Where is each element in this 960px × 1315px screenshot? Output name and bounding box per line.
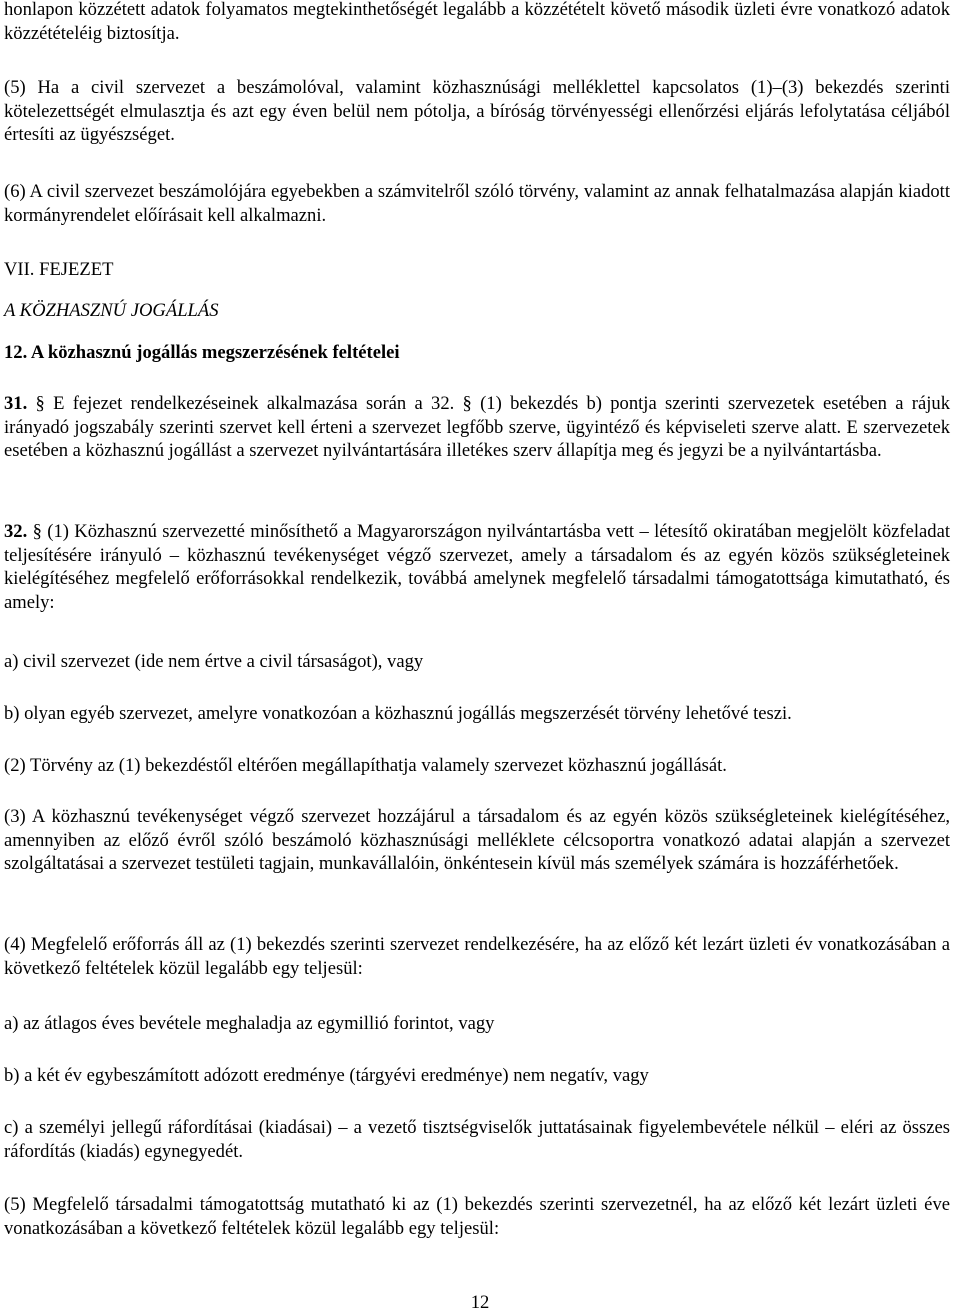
- section-32-paragraph-1: [4, 520, 950, 614]
- section-31-text: § E fejezet rendelkezéseinek alkalmazása során a 32. § (1) bekezdés b) pontja szerinti szervezetek esetében a rájuk irányadó jogszabály szerinti szervet kell érteni a szervezet legfőbb szerve, ügyintéző és képviseleti szerve alatt. E szervezetek esetében a közhasznú jogállást a szervezet nyilvántartására illetékes szerv állapítja meg és jegyzi be a nyilvántartásba.: [4, 393, 950, 462]
- chapter-label: VII. FEJEZET: [4, 259, 114, 280]
- chapter-title: A KÖZHASZNÚ JOGÁLLÁS: [4, 300, 219, 321]
- section-32-paragraph-4-point-c: c) a személyi jellegű ráfordításai (kiadásai) – a vezető tisztségviselők juttatásainak figyelembevétele nélkül – eléri az összes ráfordítás (kiadás) egynegyedét.: [4, 1117, 950, 1162]
- page-number: 12: [470, 1292, 490, 1313]
- paragraph-6: (6) A civil szervezet beszámolójára egyebekben a számvitelről szóló törvény, valamint az annak felhatalmazása alapján kiadott kormányrendelet előírásait kell alkalmazni.: [4, 181, 950, 226]
- section-32-paragraph-5: (5) Megfelelő társadalmi támogatottság mutatható ki az (1) bekezdés szerinti szervezetnél, ha az előző két lezárt üzleti éve vonatkozásában a következő feltételek közül legalább egy teljesül:: [4, 1194, 950, 1239]
- section-32-paragraph-4-point-b: b) a két év egybeszámított adózott eredménye (tárgyévi eredménye) nem negatív, vagy: [4, 1065, 649, 1086]
- paragraph-intro: honlapon közzétett adatok folyamatos megtekinthetőségét legalább a közzétételt követő második üzleti évre vonatkozó adatok közzétételéig biztosítja.: [4, 0, 950, 44]
- section-32-paragraph-2: (2) Törvény az (1) bekezdéstől eltérően megállapíthatja valamely szervezet közhasznú jogállását.: [4, 755, 727, 776]
- section-32-point-a: a) civil szervezet (ide nem értve a civil társaságot), vagy: [4, 651, 424, 672]
- section-32-number: 32.: [4, 521, 28, 542]
- section-31: [4, 392, 950, 463]
- section-32-text: § (1) Közhasznú szervezetté minősíthető a Magyarországon nyilvántartásba vett – létesítő okiratában megjelölt közfeladat teljesítésére irányuló – közhasznú tevékenységet végző szervezet, amely a társadalom és az egyén közös szükségleteinek kielégítéséhez megfelelő erőforrásokkal rendelkezik, továbbá amelynek megfelelő társadalmi támogatottsága kimutatható, és amely:: [4, 521, 950, 613]
- paragraph-5: (5) Ha a civil szervezet a beszámolóval, valamint közhasznúsági melléklettel kapcsolatos (1)–(3) bekezdés szerinti kötelezettségét elmulasztja és azt egy éven belül nem pótolja, a bíróság törvényességi ellenőrzési eljárás lefolytatása céljából értesíti az ügyészséget.: [4, 77, 950, 146]
- section-heading: 12. A közhasznú jogállás megszerzésének feltételei: [4, 342, 400, 363]
- section-32-paragraph-4: (4) Megfelelő erőforrás áll az (1) bekezdés szerinti szervezet rendelkezésére, ha az előző két lezárt üzleti év vonatkozásában a következő feltételek közül legalább egy teljesül:: [4, 934, 950, 979]
- section-31-number: 31.: [4, 393, 28, 414]
- section-32-point-b: b) olyan egyéb szervezet, amelyre vonatkozóan a közhasznú jogállás megszerzését törvény lehetővé teszi.: [4, 703, 792, 724]
- section-32-paragraph-4-point-a: a) az átlagos éves bevétele meghaladja az egymillió forintot, vagy: [4, 1013, 495, 1034]
- section-32-paragraph-3: (3) A közhasznú tevékenységet végző szervezet hozzájárul a társadalom és az egyén közös szükségleteinek kielégítéséhez, amennyiben az előző évről szóló beszámoló közhasznúsági melléklete célcsoportra vonatkozó adatai alapján a szervezet szolgáltatásai a szervezet testületi tagjain, munkavállalóin, önkéntesein kívül más személyek számára is hozzáférhetőek.: [4, 806, 950, 875]
